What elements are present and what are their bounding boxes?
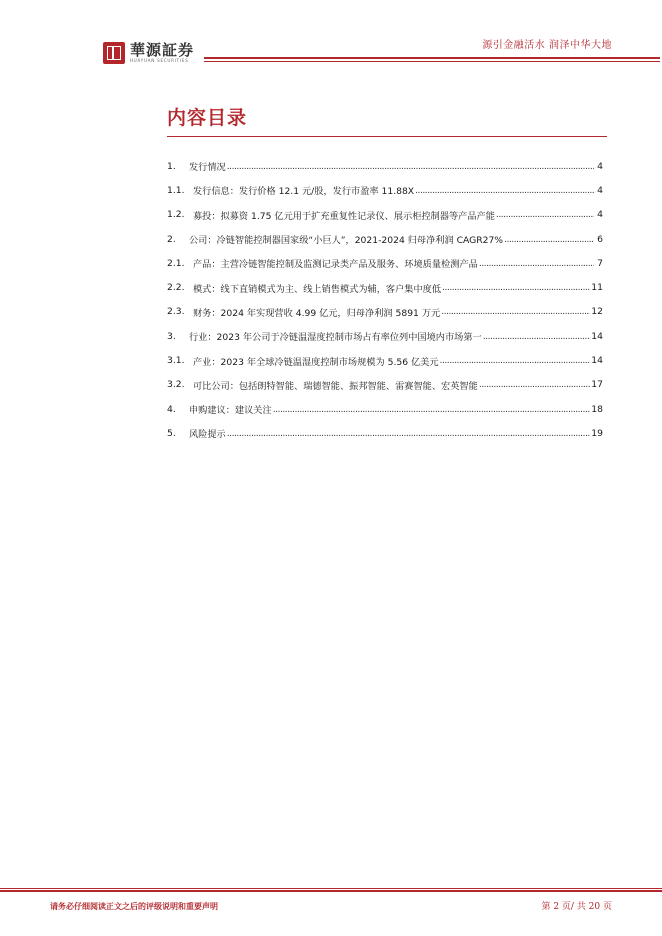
header-divider (204, 57, 660, 59)
toc-entry-title: 产业：2023 年全球冷链温湿度控制市场规模为 5.56 亿美元 (193, 356, 439, 368)
toc-title: 内容目录 (167, 107, 248, 129)
logo-seal-icon (103, 42, 125, 64)
logo-subname: HUAYUAN SECURITIES (130, 58, 189, 63)
toc-entry-page: 12 (591, 306, 603, 318)
toc-entry-title: 申购建议：建议关注 (189, 405, 272, 417)
toc-entry[interactable] (167, 421, 603, 445)
toc-entry-page: 11 (591, 282, 603, 294)
toc-entry-title: 募投：拟募资 1.75 亿元用于扩充重复性记录仪、展示柜控制器等产品产能 (193, 210, 495, 222)
company-logo (103, 42, 194, 64)
toc-entry[interactable] (167, 227, 603, 251)
toc-entry[interactable] (167, 300, 603, 324)
toc-leader-dots (496, 209, 594, 220)
toc-entry-number: 1.2. (167, 209, 185, 221)
toc-leader-dots (504, 234, 594, 245)
toc-entry[interactable] (167, 154, 603, 178)
toc-entry-page: 4 (597, 209, 603, 221)
toc-leader-dots (415, 185, 594, 196)
toc-entry-title: 发行信息：发行价格 12.1 元/股，发行市盈率 11.88X (193, 186, 415, 198)
toc-entry-number: 5. (167, 427, 176, 439)
toc-title-divider (167, 136, 607, 137)
toc-entry[interactable] (167, 178, 603, 202)
toc-entry[interactable] (167, 348, 603, 372)
page-header (0, 0, 662, 70)
toc-entry-number: 3. (167, 330, 176, 342)
header-divider-thin (204, 61, 660, 62)
footer-divider-thick (0, 890, 662, 892)
toc-entry-title: 模式：线下直销模式为主、线上销售模式为辅，客户集中度低 (193, 283, 442, 295)
toc-entry-number: 2.3. (167, 306, 185, 318)
toc-entry[interactable] (167, 324, 603, 348)
toc-entry-page: 19 (591, 427, 603, 439)
toc-entry-title: 公司：冷链智能控制器国家级“小巨人”，2021-2024 归母净利润 CAGR27% (189, 235, 504, 247)
header-slogan: 源引金融活水 润泽中华大地 (482, 40, 612, 51)
footer-disclaimer: 请务必仔细阅读正文之后的评级说明和重要声明 (50, 902, 218, 911)
toc-entry-page: 4 (597, 184, 603, 196)
toc-entry-number: 1. (167, 160, 176, 172)
footer-page-number: 第 2 页/ 共 20 页 (541, 902, 612, 912)
toc-entry-page: 18 (591, 403, 603, 415)
toc-entry-page: 14 (591, 330, 603, 342)
toc-entry[interactable] (167, 251, 603, 275)
toc-entry-title: 可比公司：包括朗特智能、瑞德智能、振邦智能、雷赛智能、宏英智能 (193, 380, 478, 392)
toc-leader-dots (227, 161, 594, 172)
logo-name: 華源証券 (130, 41, 195, 59)
toc-entry-title: 产品：主营冷链智能控制及监测记录类产品及服务、环境质量检测产品 (193, 259, 478, 271)
toc-entry-number: 3.1. (167, 355, 185, 367)
table-of-contents (167, 154, 603, 446)
logo-text-group (130, 42, 194, 64)
toc-entry-page: 14 (591, 355, 603, 367)
toc-entry-title: 风险提示 (189, 429, 226, 441)
toc-leader-dots (273, 404, 591, 415)
toc-entry-number: 2. (167, 233, 176, 245)
toc-entry-title: 发行情况 (189, 162, 226, 174)
toc-leader-dots (442, 282, 590, 293)
toc-entry-page: 4 (597, 160, 603, 172)
toc-entry-number: 2.2. (167, 282, 185, 294)
toc-entry-page: 7 (597, 257, 603, 269)
toc-entry[interactable] (167, 397, 603, 421)
toc-entry[interactable] (167, 203, 603, 227)
toc-leader-dots (479, 258, 594, 269)
toc-entry-page: 6 (597, 233, 603, 245)
footer-divider (0, 888, 662, 889)
toc-leader-dots (441, 306, 590, 317)
toc-leader-dots (479, 379, 590, 390)
toc-leader-dots (483, 331, 591, 342)
toc-entry-number: 3.2. (167, 379, 185, 391)
toc-entry-number: 4. (167, 403, 176, 415)
toc-entry-title: 财务：2024 年实现营收 4.99 亿元，归母净利润 5891 万元 (193, 307, 441, 319)
toc-entry[interactable] (167, 275, 603, 299)
toc-entry-page: 17 (591, 379, 603, 391)
toc-leader-dots (440, 355, 591, 366)
toc-leader-dots (227, 428, 591, 439)
toc-entry-number: 2.1. (167, 257, 185, 269)
toc-entry-title: 行业：2023 年公司于冷链温湿度控制市场占有率位列中国境内市场第一 (189, 332, 482, 344)
toc-entry-number: 1.1. (167, 184, 185, 196)
toc-entry[interactable] (167, 373, 603, 397)
